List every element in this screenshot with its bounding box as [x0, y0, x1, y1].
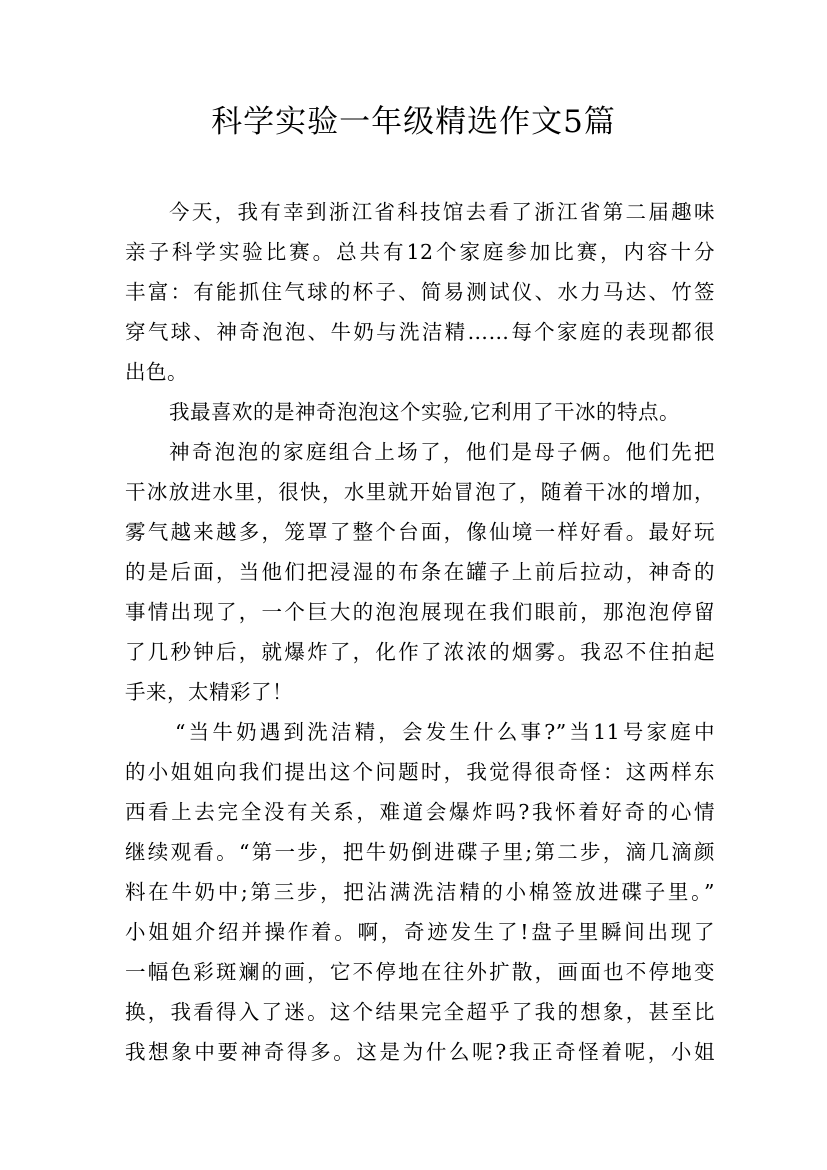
text-line: 亲子科学实验比赛。总共有12个家庭参加比赛，内容十分: [125, 240, 715, 264]
text-line: 一幅色彩斑斓的画，它不停地在往外扩散，画面也不停地变: [125, 960, 715, 984]
text-line: 西看上去完全没有关系，难道会爆炸吗?我怀着好奇的心情: [125, 800, 715, 824]
text-line: 事情出现了，一个巨大的泡泡展现在我们眼前，那泡泡停留: [125, 600, 715, 624]
text-line: 的小姐姐向我们提出这个问题时，我觉得很奇怪：这两样东: [125, 760, 715, 784]
text-line: 继续观看。“第一步，把牛奶倒进碟子里;第二步，滴几滴颜: [125, 840, 715, 864]
text-line: 的是后面，当他们把浸湿的布条在罐子上前后拉动，神奇的: [125, 560, 715, 584]
text-line: 雾气越来越多，笼罩了整个台面，像仙境一样好看。最好玩: [125, 520, 715, 544]
document-title: 科学实验一年级精选作文5篇: [211, 104, 616, 140]
text-line: 我想象中要神奇得多。这是为什么呢?我正奇怪着呢，小姐: [125, 1040, 715, 1064]
text-line: 小姐姐介绍并操作着。啊，奇迹发生了!盘子里瞬间出现了: [125, 920, 715, 944]
text-line: 手来，太精彩了！: [125, 680, 293, 704]
text-line: 了几秒钟后，就爆炸了，化作了浓浓的烟雾。我忍不住拍起: [125, 640, 715, 664]
text-line: 换，我看得入了迷。这个结果完全超乎了我的想象，甚至比: [125, 1000, 715, 1024]
text-line: 料在牛奶中;第三步，把沾满洗洁精的小棉签放进碟子里。”: [125, 880, 715, 904]
text-line: 今天，我有幸到浙江省科技馆去看了浙江省第二届趣味: [169, 200, 715, 224]
text-line: 干冰放进水里，很快，水里就开始冒泡了，随着干冰的增加，: [125, 480, 715, 504]
document-body: [125, 192, 715, 1072]
text-line: 神奇泡泡的家庭组合上场了，他们是母子俩。他们先把: [169, 440, 715, 464]
text-line: 穿气球、神奇泡泡、牛奶与洗洁精……每个家庭的表现都很: [125, 320, 715, 344]
text-line: “当牛奶遇到洗洁精，会发生什么事?”当11号家庭中: [175, 720, 715, 744]
text-line: 我最喜欢的是神奇泡泡这个实验,它利用了干冰的特点。: [169, 400, 681, 424]
text-line: 出色。: [125, 360, 188, 384]
text-line: 丰富：有能抓住气球的杯子、简易测试仪、水力马达、竹签: [125, 280, 715, 304]
